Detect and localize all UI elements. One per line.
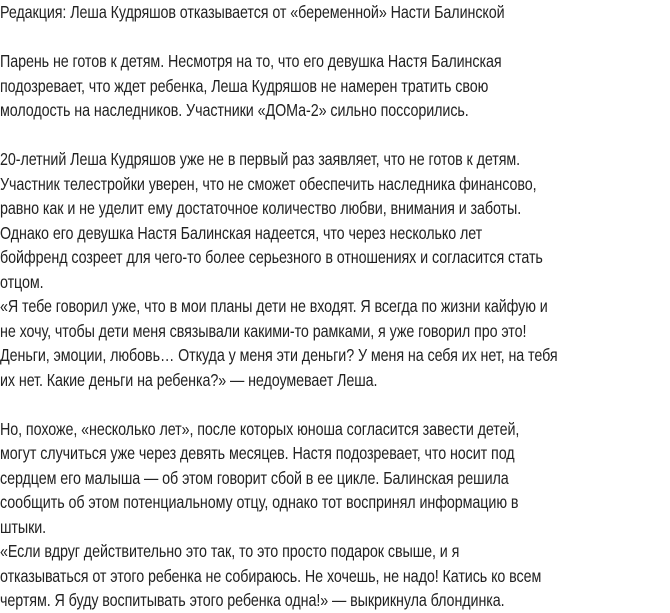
text-line: подозревает, что ждет ребенка, Леша Кудряшов не намерен тратить свою <box>0 75 489 96</box>
text-line: могут случиться уже через девять месяцев. Настя подозревает, что носит под <box>0 443 515 463</box>
text-line: Но, похоже, «несколько лет», после которых юноша согласится завести детей, <box>0 418 520 439</box>
text-line: отцом. <box>0 271 44 292</box>
spacer <box>0 25 670 50</box>
quote-line: Деньги, эмоции, любовь… Откуда у меня эти деньги? У меня на себя их нет, на тебя <box>0 345 558 365</box>
paragraph-intro <box>0 49 670 123</box>
text-line: Участник телестройки уверен, что не сможет обеспечить наследника финансово, <box>0 173 537 194</box>
quote-line: отказываться от этого ребенка не собираюсь. Не хочешь, не надо! Катись ко всем <box>0 565 542 586</box>
text-line: штыки. <box>0 516 47 537</box>
text-line: сердцем его малыша — об этом говорит сбой в ее цикле. Балинская решила <box>0 467 509 488</box>
text-line: Однако его девушка Настя Балинская надеется, что через несколько лет <box>0 222 483 243</box>
quote-line: чертям. Я буду воспитывать этого ребенка одна!» — выкрикнула блондинка. <box>0 590 505 610</box>
spacer <box>0 123 670 148</box>
spacer <box>0 392 670 417</box>
text-line: бойфренд созреет для чего-то более серьезного в отношениях и согласится стать <box>0 247 543 267</box>
quote-line: не хочу, чтобы дети меня связывали какими-то рамками, я уже говорил про это! <box>0 320 527 341</box>
text-line: молодость на наследников. Участники «ДОМа-2» сильно поссорились. <box>0 100 469 120</box>
quote-line: «Я тебе говорил уже, что в мои планы дети не входят. Я всегда по жизни кайфую и <box>0 296 548 316</box>
quote-line: их нет. Какие деньги на ребенка?» — недоумевает Леша. <box>0 369 378 390</box>
article-title: Редакция: Леша Кудряшов отказывается от «беременной» Насти Балинской <box>0 2 505 22</box>
paragraph-body-1 <box>0 147 670 392</box>
text-line: Парень не готов к детям. Несмотря на то, что его девушка Настя Балинская <box>0 51 502 71</box>
text-line: равно как и не уделит ему достаточное количество любви, внимания и заботы. <box>0 198 522 218</box>
text-line: 20-летний Леша Кудряшов уже не в первый раз заявляет, что не готов к детям. <box>0 149 521 169</box>
paragraph-body-2 <box>0 417 670 613</box>
quote-line: «Если вдруг действительно это так, то это просто подарок свыше, и я <box>0 541 460 561</box>
text-line: сообщить об этом потенциальному отцу, однако тот воспринял информацию в <box>0 492 519 512</box>
